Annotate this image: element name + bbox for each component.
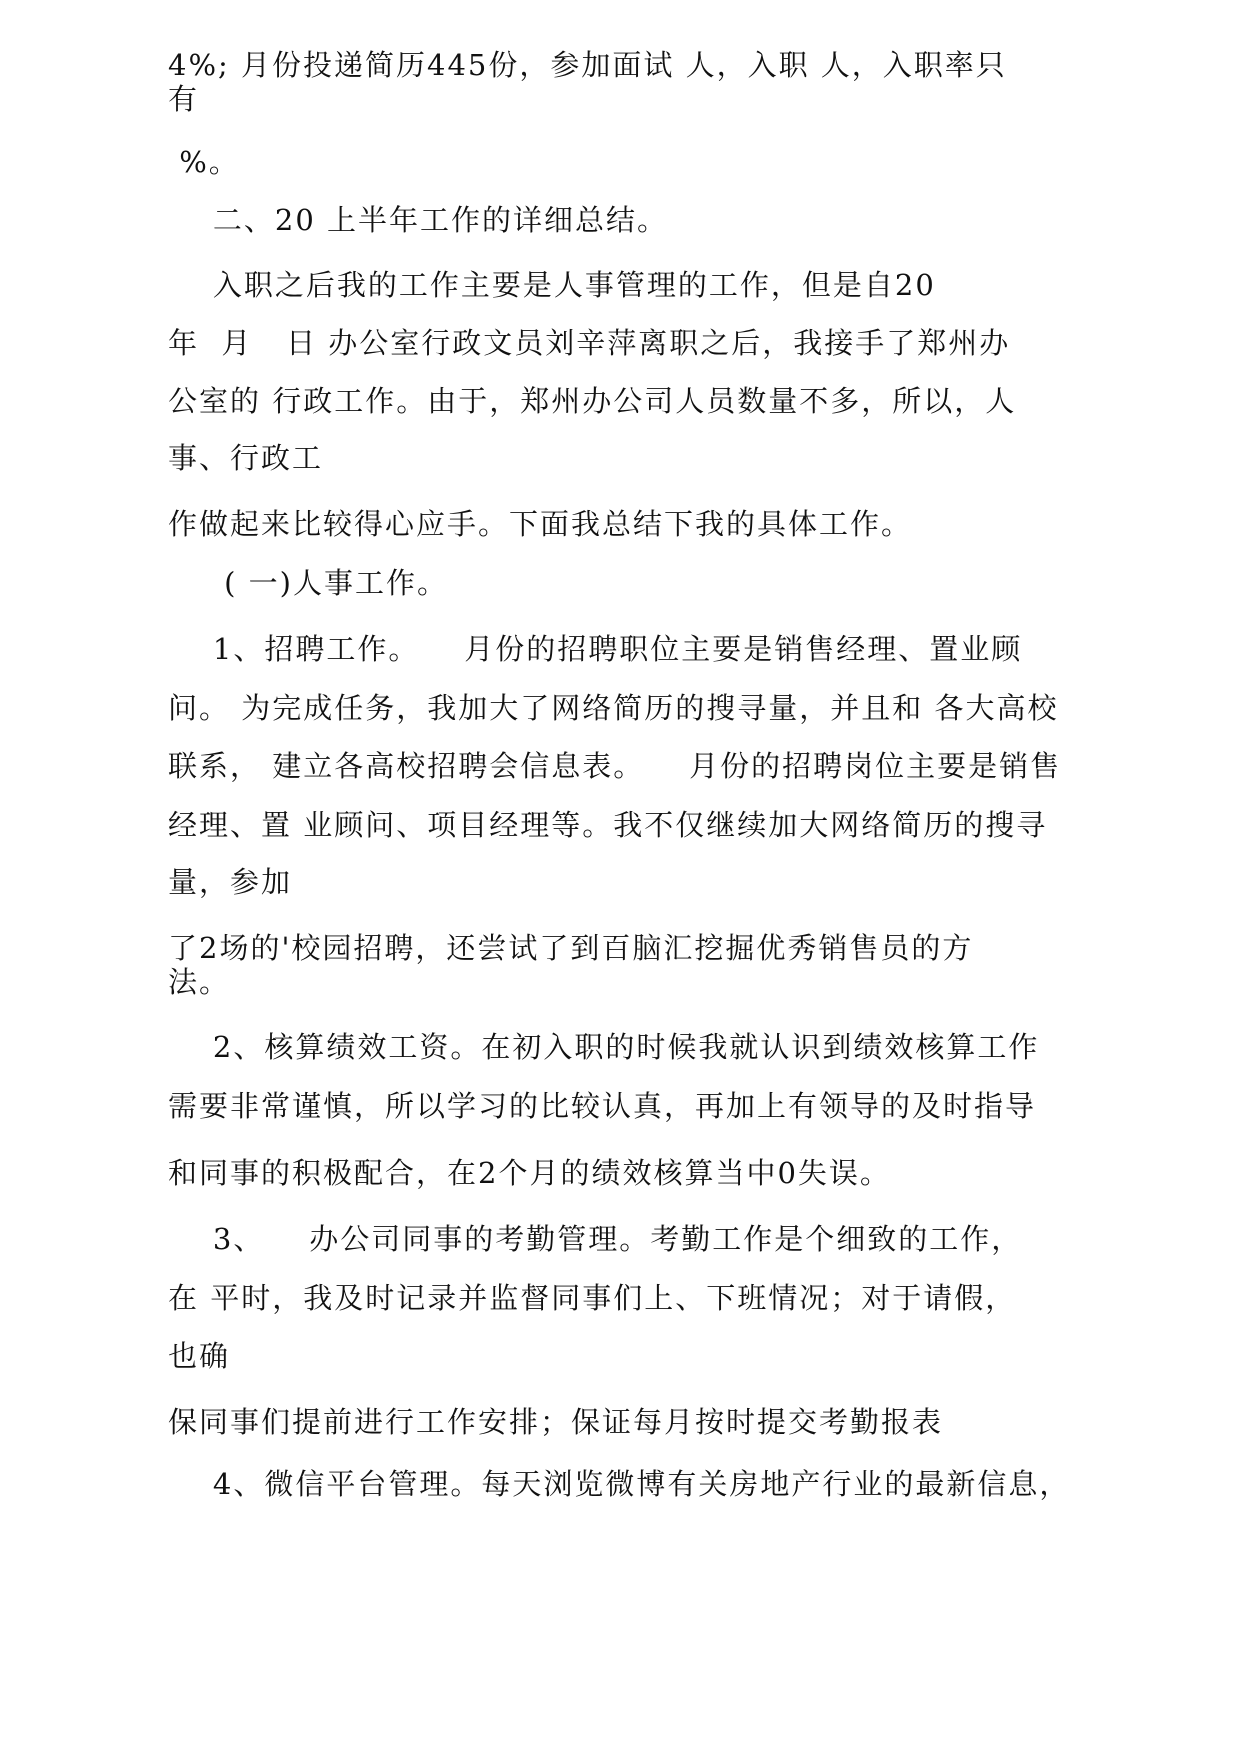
text-line: %。 [168, 145, 240, 179]
text-line: 法。 [168, 965, 231, 999]
text-line: 3、 办公司同事的考勤管理。考勤工作是个细致的工作， [168, 1222, 1023, 1256]
text-line: 问。 为完成任务，我加大了网络简历的搜寻量，并且和 各大高校 [168, 691, 1059, 725]
text-line: 4%; 月份投递简历445份，参加面试 人，入职 人，入职率只 [168, 48, 1007, 82]
text-line: 也确 [168, 1339, 231, 1373]
text-line: 了2场的'校园招聘，还尝试了到百脑汇挖掘优秀销售员的方 [168, 931, 974, 965]
text-line: 有 [168, 82, 200, 116]
text-line: 年 月 日 办公室行政文员刘辛萍离职之后，我接手了郑州办 [168, 326, 1011, 360]
text-line: 入职之后我的工作主要是人事管理的工作，但是自20 [168, 268, 936, 302]
text-line: 量，参加 [168, 865, 293, 899]
text-line: 经理、置 业顾问、项目经理等。我不仅继续加大网络简历的搜寻 [168, 808, 1048, 842]
text-line: 作做起来比较得心应手。下面我总结下我的具体工作。 [168, 507, 913, 541]
text-line: 事、行政工 [168, 441, 324, 475]
text-line: 2、核算绩效工资。在初入职的时候我就认识到绩效核算工作 [168, 1030, 1040, 1064]
text-line: 4、微信平台管理。每天浏览微博有关房地产行业的最新信息， [168, 1467, 1071, 1501]
section-heading: ( 一)人事工作。 [168, 566, 448, 600]
text-line: 公室的 行政工作。由于，郑州办公司人员数量不多，所以，人 [168, 384, 1017, 418]
text-line: 联系， 建立各高校招聘会信息表。 月份的招聘岗位主要是销售 [168, 749, 1062, 783]
text-line: 1、招聘工作。 月份的招聘职位主要是销售经理、置业顾 [168, 632, 1023, 666]
text-line: 保同事们提前进行工作安排；保证每月按时提交考勤报表 [168, 1405, 944, 1439]
text-line: 需要非常谨慎，所以学习的比较认真，再加上有领导的及时指导 [168, 1089, 1037, 1123]
text-line: 二、20 上半年工作的详细总结。 [168, 203, 668, 237]
text-line: 在 平时，我及时记录并监督同事们上、下班情况；对于请假， [168, 1281, 1017, 1315]
text-line: 和同事的积极配合，在2个月的绩效核算当中0失误。 [168, 1156, 891, 1190]
